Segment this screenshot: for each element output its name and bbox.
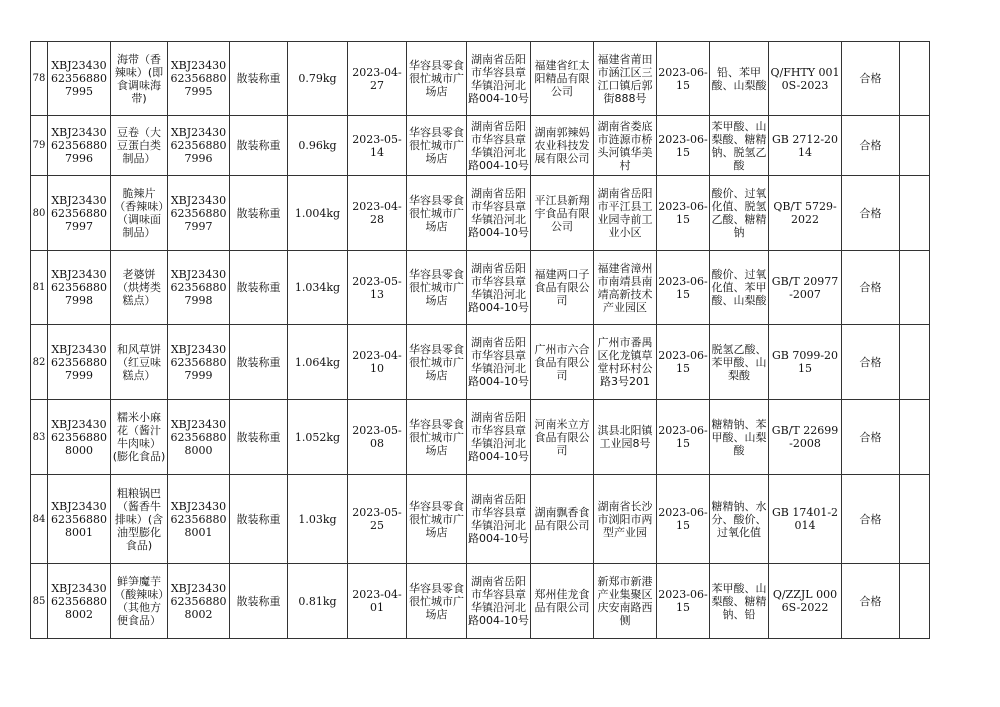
- check-date: 2023-06-15: [657, 325, 710, 400]
- net-weight: 1.034kg: [288, 251, 348, 325]
- production-date: 2023-05-25: [348, 475, 407, 564]
- remark: [900, 475, 930, 564]
- inspection-items: 脱氢乙酸、苯甲酸、山梨酸: [710, 325, 769, 400]
- sample-id: XBJ23430623568807996: [48, 116, 111, 176]
- product-name: 鲜笋魔芋（酸辣味）（其他方便食品）: [111, 564, 168, 639]
- seller-address: 湖南省岳阳市华容县章华镇沿河北路004-10号: [467, 251, 531, 325]
- check-date: 2023-06-15: [657, 475, 710, 564]
- production-date: 2023-04-28: [348, 176, 407, 251]
- task-id: XBJ23430623568808001: [168, 475, 230, 564]
- standard: GB/T 22699-2008: [769, 400, 842, 475]
- inspection-items: 苯甲酸、山梨酸、糖精钠、脱氢乙酸: [710, 116, 769, 176]
- row-number: 81: [31, 251, 48, 325]
- seller-address: 湖南省岳阳市华容县章华镇沿河北路004-10号: [467, 475, 531, 564]
- remark: [900, 564, 930, 639]
- product-name: 糯米小麻花（酱汁牛肉味）(膨化食品): [111, 400, 168, 475]
- seller-name: 华容县零食很忙城市广场店: [407, 564, 467, 639]
- manufacturer-name: 广州市六合食品有限公司: [531, 325, 594, 400]
- sample-id: XBJ23430623568808001: [48, 475, 111, 564]
- product-name: 和风草饼（红豆味糕点）: [111, 325, 168, 400]
- task-id: XBJ23430623568807999: [168, 325, 230, 400]
- result: 合格: [842, 400, 900, 475]
- manufacturer-address: 广州市番禺区化龙镇草堂村环村公路3号201: [594, 325, 657, 400]
- result: 合格: [842, 176, 900, 251]
- seller-address: 湖南省岳阳市华容县章华镇沿河北路004-10号: [467, 400, 531, 475]
- seller-name: 华容县零食很忙城市广场店: [407, 251, 467, 325]
- manufacturer-name: 湖南飘香食品有限公司: [531, 475, 594, 564]
- production-date: 2023-04-01: [348, 564, 407, 639]
- standard: Q/ZZJL 0006S-2022: [769, 564, 842, 639]
- table-row: [31, 251, 930, 325]
- row-number: 80: [31, 176, 48, 251]
- manufacturer-name: 福建两口子食品有限公司: [531, 251, 594, 325]
- table-row: [31, 176, 930, 251]
- seller-address: 湖南省岳阳市华容县章华镇沿河北路004-10号: [467, 325, 531, 400]
- result: 合格: [842, 325, 900, 400]
- specification: 散装称重: [230, 251, 288, 325]
- manufacturer-address: 新郑市新港产业集聚区庆安南路西侧: [594, 564, 657, 639]
- result: 合格: [842, 116, 900, 176]
- table-row: [31, 475, 930, 564]
- net-weight: 0.81kg: [288, 564, 348, 639]
- seller-address: 湖南省岳阳市华容县章华镇沿河北路004-10号: [467, 176, 531, 251]
- net-weight: 1.03kg: [288, 475, 348, 564]
- remark: [900, 251, 930, 325]
- task-id: XBJ23430623568807996: [168, 116, 230, 176]
- inspection-results-table: [30, 41, 930, 639]
- standard: Q/FHTY 0010S-2023: [769, 42, 842, 116]
- production-date: 2023-05-08: [348, 400, 407, 475]
- row-number: 78: [31, 42, 48, 116]
- table-row: [31, 564, 930, 639]
- seller-name: 华容县零食很忙城市广场店: [407, 325, 467, 400]
- sample-id: XBJ23430623568808002: [48, 564, 111, 639]
- product-name: 脆辣片（香辣味）（调味面制品）: [111, 176, 168, 251]
- row-number: 79: [31, 116, 48, 176]
- table-row: [31, 116, 930, 176]
- table-row: [31, 42, 930, 116]
- task-id: XBJ23430623568807997: [168, 176, 230, 251]
- seller-name: 华容县零食很忙城市广场店: [407, 475, 467, 564]
- result: 合格: [842, 42, 900, 116]
- sample-id: XBJ23430623568807997: [48, 176, 111, 251]
- row-number: 83: [31, 400, 48, 475]
- task-id: XBJ23430623568807998: [168, 251, 230, 325]
- row-number: 82: [31, 325, 48, 400]
- row-number: 85: [31, 564, 48, 639]
- standard: GB 17401-2014: [769, 475, 842, 564]
- net-weight: 1.052kg: [288, 400, 348, 475]
- sample-id: XBJ23430623568808000: [48, 400, 111, 475]
- seller-address: 湖南省岳阳市华容县章华镇沿河北路004-10号: [467, 116, 531, 176]
- remark: [900, 176, 930, 251]
- seller-name: 华容县零食很忙城市广场店: [407, 400, 467, 475]
- specification: 散装称重: [230, 176, 288, 251]
- product-name: 豆卷（大豆蛋白类制品）: [111, 116, 168, 176]
- inspection-items: 铅、苯甲酸、山梨酸: [710, 42, 769, 116]
- sample-id: XBJ23430623568807999: [48, 325, 111, 400]
- seller-address: 湖南省岳阳市华容县章华镇沿河北路004-10号: [467, 42, 531, 116]
- remark: [900, 42, 930, 116]
- result: 合格: [842, 475, 900, 564]
- standard: GB 2712-2014: [769, 116, 842, 176]
- specification: 散装称重: [230, 564, 288, 639]
- product-name: 海带（香辣味）(即食调味海带): [111, 42, 168, 116]
- sample-id: XBJ23430623568807995: [48, 42, 111, 116]
- production-date: 2023-04-27: [348, 42, 407, 116]
- specification: 散装称重: [230, 116, 288, 176]
- specification: 散装称重: [230, 325, 288, 400]
- net-weight: 0.96kg: [288, 116, 348, 176]
- check-date: 2023-06-15: [657, 564, 710, 639]
- manufacturer-name: 河南米立方食品有限公司: [531, 400, 594, 475]
- inspection-items: 糖精钠、苯甲酸、山梨酸: [710, 400, 769, 475]
- table-row: [31, 325, 930, 400]
- inspection-items: 苯甲酸、山梨酸、糖精钠、铅: [710, 564, 769, 639]
- inspection-items: 酸价、过氧化值、脱氢乙酸、糖精钠: [710, 176, 769, 251]
- manufacturer-name: 福建省红太阳精品有限公司: [531, 42, 594, 116]
- seller-name: 华容县零食很忙城市广场店: [407, 42, 467, 116]
- production-date: 2023-04-10: [348, 325, 407, 400]
- task-id: XBJ23430623568807995: [168, 42, 230, 116]
- manufacturer-address: 福建省莆田市涵江区三江口镇后郭街888号: [594, 42, 657, 116]
- row-number: 84: [31, 475, 48, 564]
- task-id: XBJ23430623568808000: [168, 400, 230, 475]
- product-name: 老婆饼（烘烤类糕点）: [111, 251, 168, 325]
- production-date: 2023-05-13: [348, 251, 407, 325]
- net-weight: 0.79kg: [288, 42, 348, 116]
- inspection-items: 糖精钠、水分、酸价、过氧化值: [710, 475, 769, 564]
- check-date: 2023-06-15: [657, 176, 710, 251]
- inspection-items: 酸价、过氧化值、苯甲酸、山梨酸: [710, 251, 769, 325]
- production-date: 2023-05-14: [348, 116, 407, 176]
- manufacturer-address: 福建省漳州市南靖县南靖高新技术产业园区: [594, 251, 657, 325]
- table-row: [31, 400, 930, 475]
- seller-address: 湖南省岳阳市华容县章华镇沿河北路004-10号: [467, 564, 531, 639]
- remark: [900, 400, 930, 475]
- standard: GB/T 20977-2007: [769, 251, 842, 325]
- manufacturer-address: 淇县北阳镇工业园8号: [594, 400, 657, 475]
- result: 合格: [842, 251, 900, 325]
- specification: 散装称重: [230, 400, 288, 475]
- task-id: XBJ23430623568808002: [168, 564, 230, 639]
- net-weight: 1.004kg: [288, 176, 348, 251]
- specification: 散装称重: [230, 475, 288, 564]
- seller-name: 华容县零食很忙城市广场店: [407, 116, 467, 176]
- check-date: 2023-06-15: [657, 400, 710, 475]
- remark: [900, 116, 930, 176]
- sample-id: XBJ23430623568807998: [48, 251, 111, 325]
- check-date: 2023-06-15: [657, 251, 710, 325]
- check-date: 2023-06-15: [657, 42, 710, 116]
- manufacturer-address: 湖南省长沙市浏阳市两型产业园: [594, 475, 657, 564]
- manufacturer-address: 湖南省岳阳市平江县工业园寺前工业小区: [594, 176, 657, 251]
- standard: GB 7099-2015: [769, 325, 842, 400]
- remark: [900, 325, 930, 400]
- manufacturer-name: 平江县新翔宇食品有限公司: [531, 176, 594, 251]
- manufacturer-name: 郑州佳龙食品有限公司: [531, 564, 594, 639]
- seller-name: 华容县零食很忙城市广场店: [407, 176, 467, 251]
- check-date: 2023-06-15: [657, 116, 710, 176]
- manufacturer-address: 湖南省娄底市涟源市桥头河镇华美村: [594, 116, 657, 176]
- result: 合格: [842, 564, 900, 639]
- product-name: 粗粮锅巴（酱香牛排味）(含油型膨化食品): [111, 475, 168, 564]
- net-weight: 1.064kg: [288, 325, 348, 400]
- specification: 散装称重: [230, 42, 288, 116]
- manufacturer-name: 湖南郭辣妈农业科技发展有限公司: [531, 116, 594, 176]
- standard: QB/T 5729-2022: [769, 176, 842, 251]
